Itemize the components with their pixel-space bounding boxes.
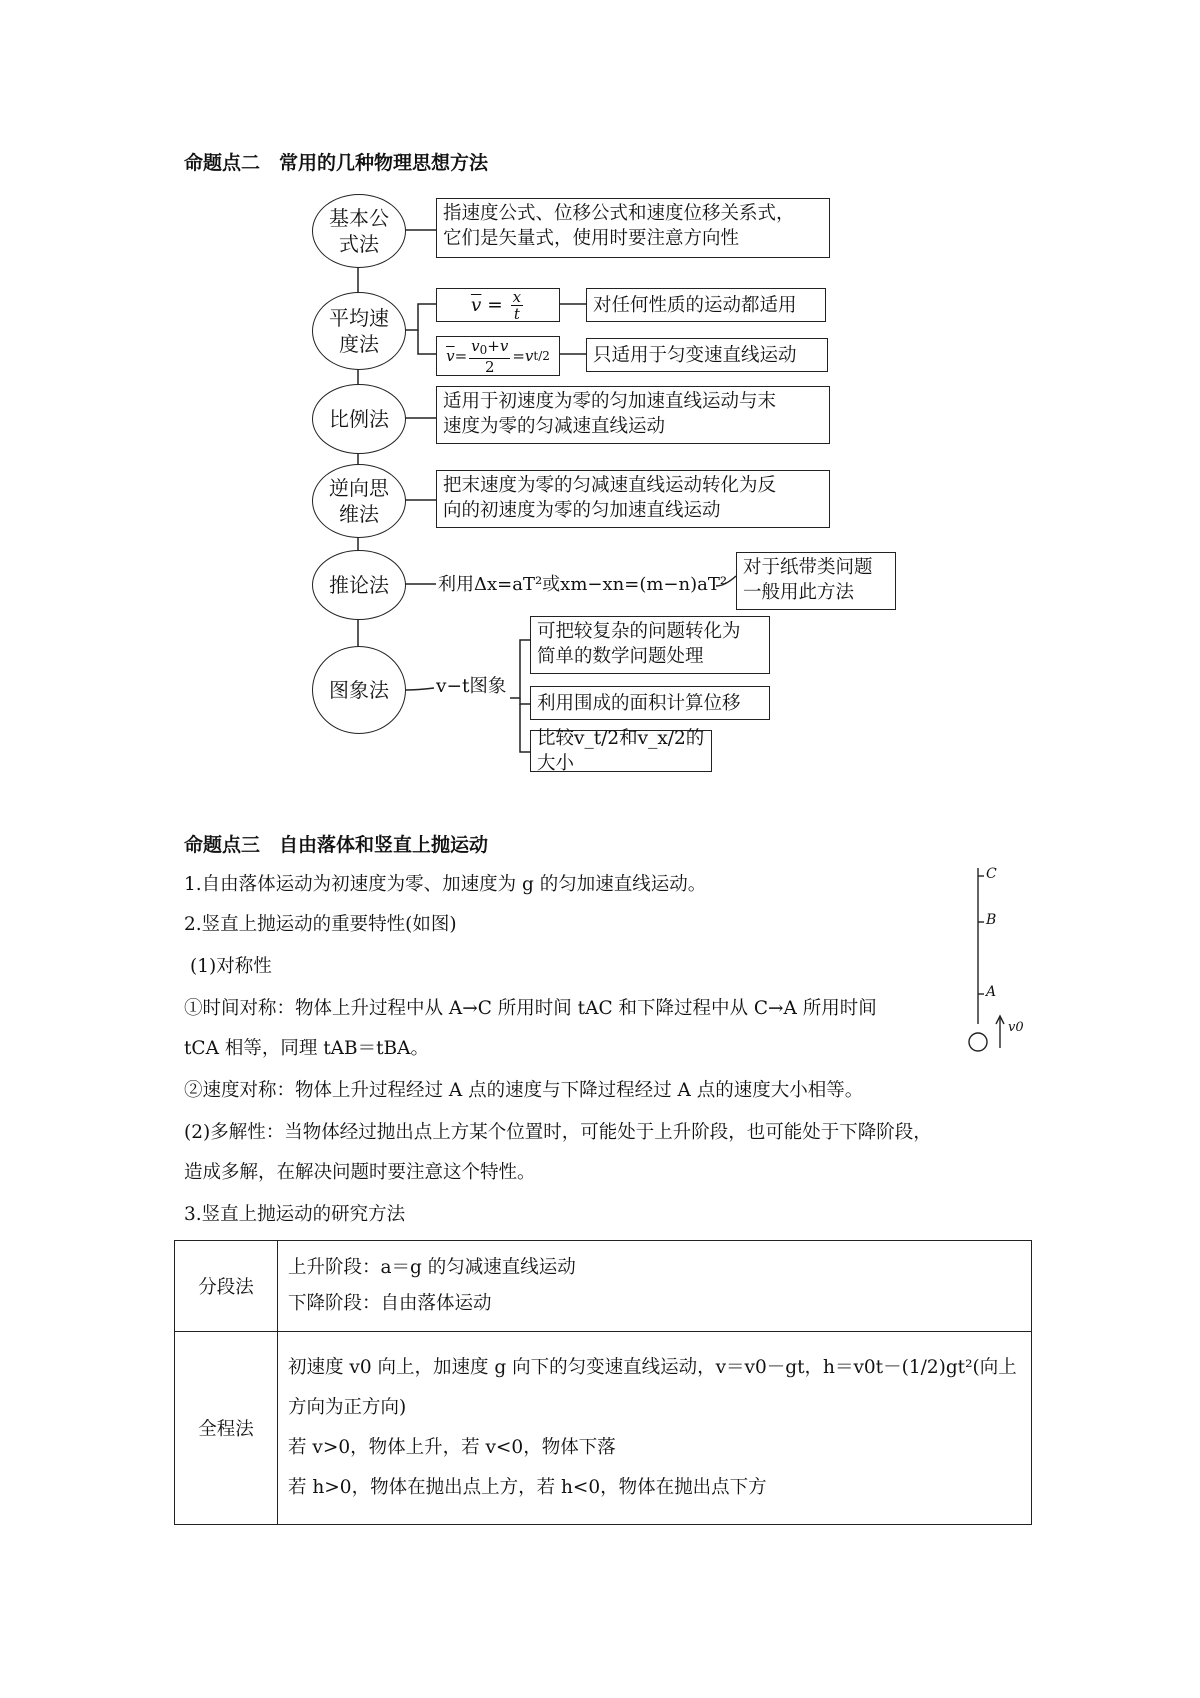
method-name-whole: 全程法 xyxy=(175,1332,278,1525)
inference-formula: 利用Δx=aT²或xm−xn=(m−n)aT² xyxy=(438,574,728,595)
method-desc-whole: 初速度 v0 向上，加速度 g 向下的匀变速直线运动，v＝v0－gt，h＝v0t－(1/2)gt²(向上 方向为正方向) 若 v>0，物体上升，若 v<0，物体下落 若 h>0，物体在抛出点上方，若 h<0，物体在抛出点下方 xyxy=(278,1332,1032,1525)
node-inference: 推论法 xyxy=(312,550,406,620)
box-avg-formula1: $\overline{v}$ = $\frac{x}{t}$ xyxy=(436,288,560,322)
method-desc-segment: 上升阶段：a＝g 的匀减速直线运动 下降阶段：自由落体运动 xyxy=(278,1241,1032,1332)
paragraph-5: ②速度对称：物体上升过程经过 A 点的速度与下降过程经过 A 点的速度大小相等。 xyxy=(184,1080,864,1101)
node-ratio: 比例法 xyxy=(312,384,406,454)
node-reverse-thinking: 逆向思维法 xyxy=(312,464,406,538)
box-avg-formula2: $\overline{v}$ = $\frac{v_0+v}{2}$ = v t/2 xyxy=(436,336,560,376)
table-row xyxy=(175,1241,1032,1332)
table-row xyxy=(175,1332,1032,1525)
figure-label-b: B xyxy=(986,912,997,928)
box-graph-desc1: 可把较复杂的问题转化为 简单的数学问题处理 xyxy=(530,616,770,674)
paragraph-2: 2.竖直上抛运动的重要特性(如图) xyxy=(184,914,457,935)
section2-title: 命题点二 常用的几种物理思想方法 xyxy=(184,152,489,174)
figure-label-c: C xyxy=(986,866,997,882)
method-name-segment: 分段法 xyxy=(175,1241,278,1332)
box-graph-desc3: 比较v_t/2和v_x/2的大小 xyxy=(530,730,712,772)
figure-label-a: A xyxy=(986,984,997,1000)
box-avg-desc1: 对任何性质的运动都适用 xyxy=(586,288,826,322)
paragraph-6-line1: (2)多解性：当物体经过抛出点上方某个位置时，可能处于上升阶段，也可能处于下降阶段， xyxy=(184,1122,932,1143)
section3-title: 命题点三 自由落体和竖直上抛运动 xyxy=(184,834,489,856)
paragraph-4-line2: tCA 相等，同理 tAB＝tBA。 xyxy=(184,1038,429,1059)
box-basic-desc: 指速度公式、位移公式和速度位移关系式， 它们是矢量式，使用时要注意方向性 xyxy=(436,198,830,258)
paragraph-6-line2: 造成多解，在解决问题时要注意这个特性。 xyxy=(184,1162,536,1183)
paragraph-1: 1.自由落体运动为初速度为零、加速度为 g 的匀加速直线运动。 xyxy=(184,874,707,895)
methods-table xyxy=(174,1240,1032,1525)
paragraph-7: 3.竖直上抛运动的研究方法 xyxy=(184,1204,406,1225)
box-reverse-desc: 把末速度为零的匀减速直线运动转化为反 向的初速度为零的匀加速直线运动 xyxy=(436,470,830,528)
node-basic-formula: 基本公式法 xyxy=(312,194,406,268)
node-average-velocity: 平均速度法 xyxy=(312,292,406,370)
graph-label: v−t图象 xyxy=(436,676,507,697)
box-ratio-desc: 适用于初速度为零的匀加速直线运动与末 速度为零的匀减速直线运动 xyxy=(436,386,830,444)
box-graph-desc2: 利用围成的面积计算位移 xyxy=(530,686,770,720)
paragraph-4-line1: ①时间对称：物体上升过程中从 A→C 所用时间 tAC 和下降过程中从 C→A 所用时间 xyxy=(184,998,877,1019)
paragraph-3: (1)对称性 xyxy=(190,956,272,977)
vertical-throw-figure xyxy=(960,862,1040,1062)
node-graph: 图象法 xyxy=(312,646,406,734)
box-avg-desc2: 只适用于匀变速直线运动 xyxy=(586,338,828,372)
figure-label-v0: v0 xyxy=(1008,1020,1024,1035)
box-inference-desc: 对于纸带类问题 一般用此方法 xyxy=(736,552,896,610)
